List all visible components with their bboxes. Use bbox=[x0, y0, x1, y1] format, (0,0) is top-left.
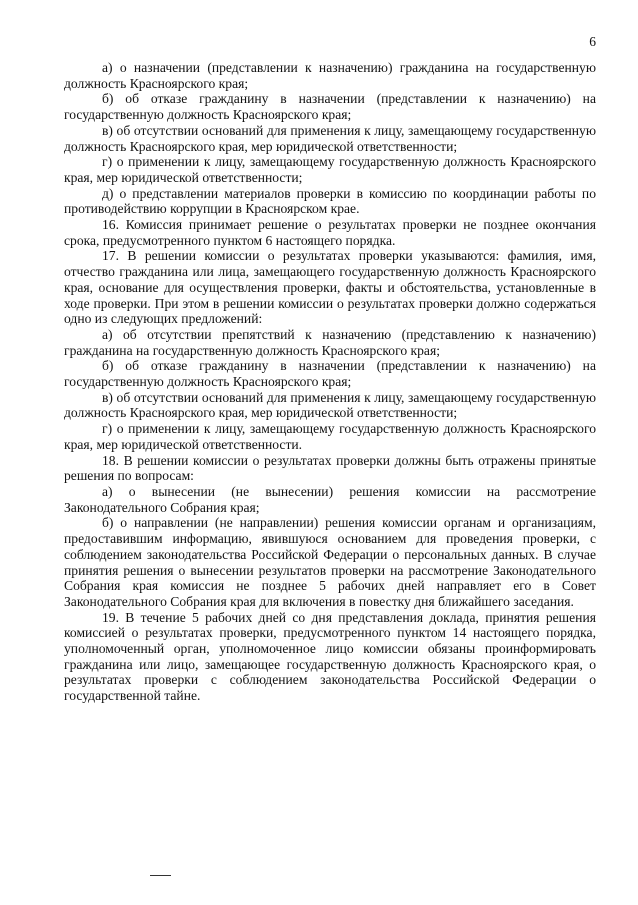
paragraph: б) об отказе гражданину в назначении (представлении к назначению) на государственную должность Красноярского края; bbox=[64, 91, 596, 123]
paragraph: б) о направлении (не направлении) решения комиссии органам и организациям, предоставившим информацию, явившуюся основанием для проведения проверки, с соблюдением законодательства Российской Федерации о персональных данных. В случае принятия решения о вынесении результатов проверки на рассмотрение Законодательного Собрания края комиссия не позднее 5 рабочих дней направляет его в Совет Законодательного Собрания края для включения в повестку дня ближайшего заседания. bbox=[64, 515, 596, 609]
paragraph: 18. В решении комиссии о результатах проверки должны быть отражены принятые решения по вопросам: bbox=[64, 452, 596, 484]
paragraph: в) об отсутствии оснований для применения к лицу, замещающему государственную должность Красноярского края, мер юридической ответственности; bbox=[64, 122, 596, 154]
paragraph: 17. В решении комиссии о результатах проверки указываются: фамилия, имя, отчество гражданина или лица, замещающего государственную должность Красноярского края, основание для осуществления проверки, факты и обстоятельства, установленные в ходе проверки. При этом в решении комиссии о результатах проверки должно содержаться одно из следующих предложений: bbox=[64, 248, 596, 327]
paragraph: г) о применении к лицу, замещающему государственную должность Красноярского края, мер юридической ответственности; bbox=[64, 154, 596, 185]
paragraph: а) об отсутствии препятствий к назначению (представлению к назначению) гражданина на государственную должность Красноярского края; bbox=[64, 326, 596, 358]
page-number: 6 bbox=[589, 34, 596, 49]
paragraph: б) об отказе гражданину в назначении (представлении к назначению) на государственную должность Красноярского края; bbox=[64, 358, 596, 390]
paragraph: 16. Комиссия принимает решение о результатах проверки не позднее окончания срока, предусмотренного пунктом 6 настоящего порядка. bbox=[64, 217, 596, 248]
footer-rule bbox=[150, 875, 171, 876]
paragraph: а) о вынесении (не вынесении) решения комиссии на рассмотрение Законодательного Собрания края; bbox=[64, 483, 596, 515]
paragraph: г) о применении к лицу, замещающему государственную должность Красноярского края, мер юридической ответственности. bbox=[64, 421, 596, 452]
paragraph: д) о представлении материалов проверки в комиссию по координации работы по противодействию коррупции в Красноярском крае. bbox=[64, 185, 596, 217]
paragraph: 19. В течение 5 рабочих дней со дня представления доклада, принятия решения комиссией о результатах проверки, предусмотренного пунктом 14 настоящего порядка, уполномоченный орган, уполномоченное лицо комиссии обязаны проинформировать гражданина или лицо, замещающее государственную должность Красноярского края, о результатах проверки с соблюдением законодательства Российской Федерации о государственной тайне. bbox=[64, 609, 596, 704]
paragraph: в) об отсутствии оснований для применения к лицу, замещающему государственную должность Красноярского края, мер юридической ответственности; bbox=[64, 389, 596, 421]
paragraph: а) о назначении (представлении к назначению) гражданина на государственную должность Красноярского края; bbox=[64, 60, 596, 91]
document-body bbox=[64, 60, 596, 704]
